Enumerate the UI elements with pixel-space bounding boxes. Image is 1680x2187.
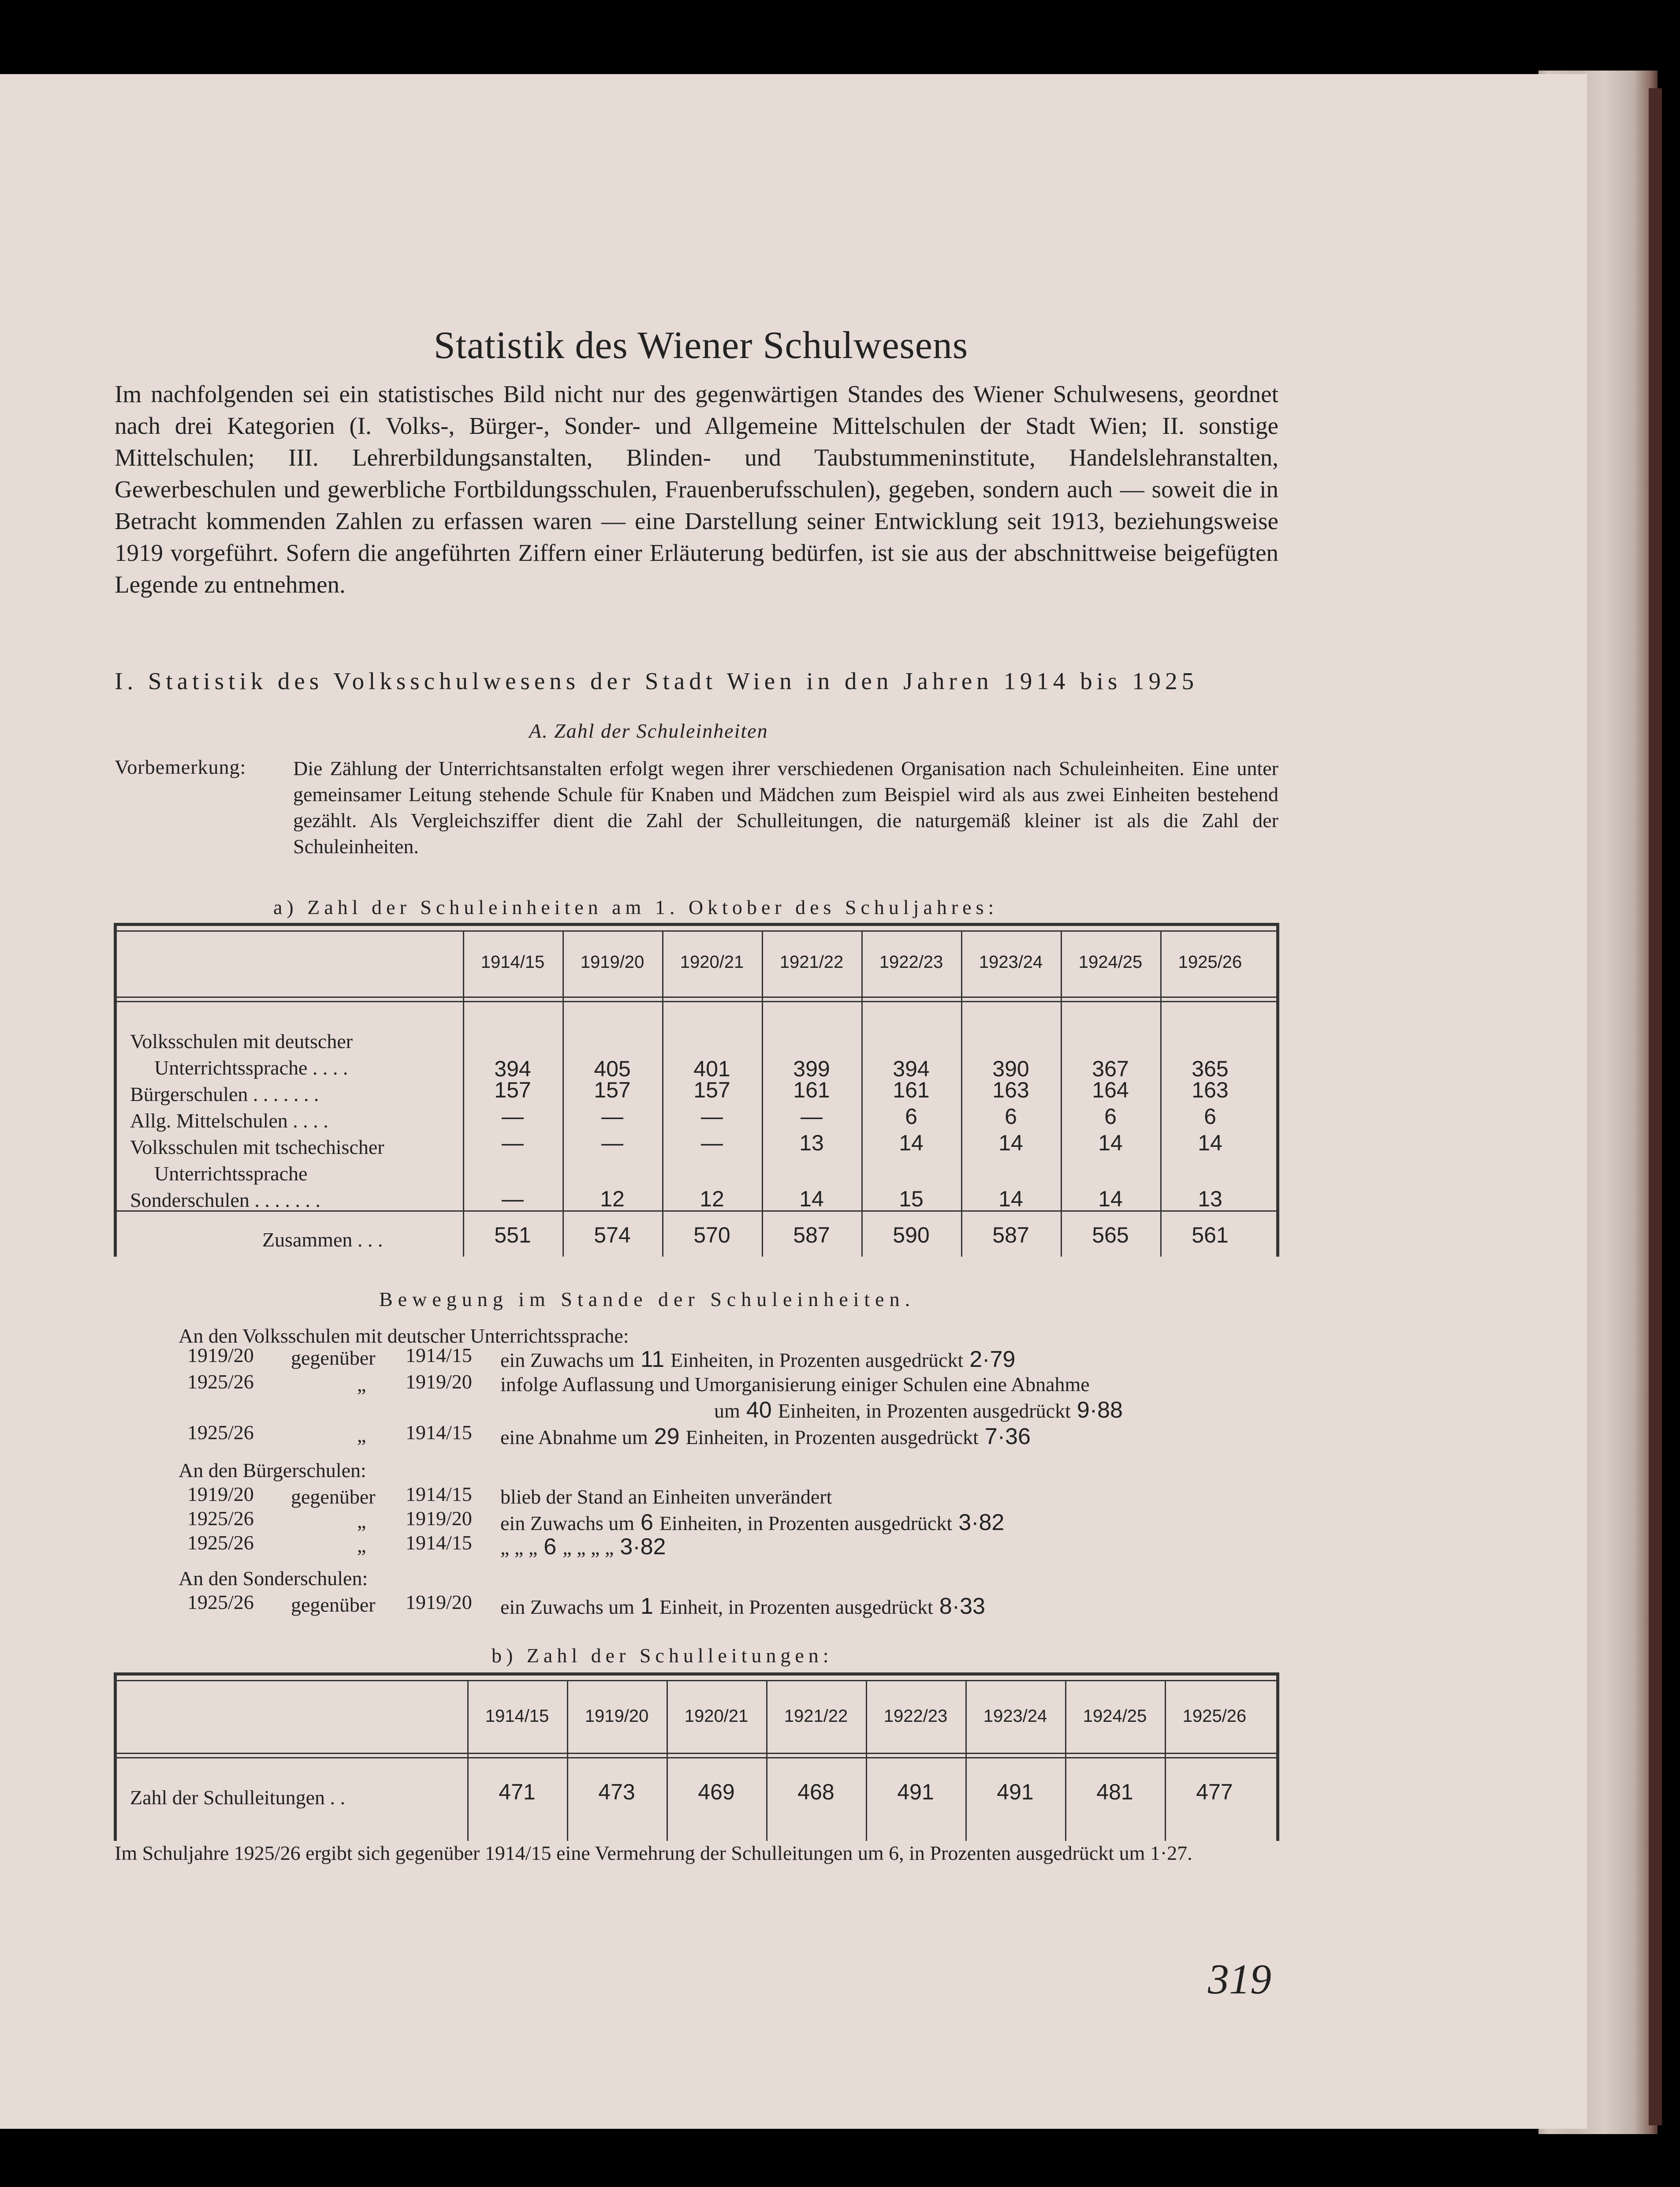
school-administrations-table: [114, 1672, 1279, 1841]
table-cell: 14: [899, 1131, 924, 1155]
header-rule: [117, 1753, 1276, 1754]
movement-text: [500, 1485, 838, 1508]
year-from: 1919/20: [187, 1344, 254, 1366]
movement-group-heading: An den Bürgerschulen:: [179, 1459, 366, 1482]
table-cell: 390: [992, 1056, 1029, 1081]
row-label: Unterrichtssprache . . . .: [154, 1056, 348, 1079]
year-header: 1914/15: [485, 1706, 549, 1726]
movement-text: [500, 1423, 1037, 1450]
movement-text: blieb der Stand an Einheiten unverändert: [500, 1485, 832, 1508]
table-cell: 157: [693, 1078, 730, 1102]
table-cell: 14: [1198, 1131, 1222, 1155]
header-rule: [117, 1001, 1276, 1002]
total-cell: 551: [494, 1223, 531, 1247]
table-cell: 405: [594, 1056, 631, 1081]
section-heading: I. Statistik des Volksschulwesens der Stadt Wien in den Jahren 1914 bis 1925: [115, 668, 1199, 694]
movement-pct: 9·88: [1077, 1397, 1123, 1423]
connector: „: [357, 1534, 366, 1556]
table-cell: 15: [899, 1187, 924, 1211]
table-cell: 161: [793, 1078, 830, 1102]
year-from: 1925/26: [187, 1591, 254, 1613]
table-cell: 399: [793, 1056, 830, 1081]
year-from: 1925/26: [187, 1507, 254, 1530]
connector: gegenüber: [291, 1594, 376, 1616]
connector: gegenüber: [291, 1347, 376, 1369]
movement-rest: Einheiten, in Prozenten ausgedrückt: [671, 1349, 964, 1371]
movement-num: 6: [641, 1510, 653, 1535]
table-cell: 157: [594, 1078, 631, 1102]
year-header: 1925/26: [1178, 952, 1242, 972]
movement-text: [500, 1346, 1021, 1373]
subsection-heading: A. Zahl der Schuleinheiten: [529, 720, 768, 742]
connector: „: [357, 1424, 366, 1446]
movement-text: „ „ „: [500, 1536, 538, 1559]
table-cell: 161: [893, 1078, 930, 1102]
movement-group-heading: An den Volksschulen mit deutscher Unterrichtssprache:: [179, 1325, 629, 1347]
book-page: [0, 74, 1587, 2129]
table-cell: 6: [1005, 1104, 1017, 1129]
movement-num: 6: [544, 1534, 557, 1560]
table-cell: 14: [799, 1187, 824, 1211]
preliminary-note-label: Vorbemerkung:: [115, 756, 246, 778]
column-divider: [766, 1680, 767, 1841]
year-to: 1919/20: [406, 1507, 472, 1530]
movement-text: um: [714, 1400, 740, 1422]
movement-text: ein Zuwachs um: [500, 1596, 635, 1618]
table-cell: 14: [1098, 1131, 1123, 1155]
column-divider: [567, 1680, 568, 1841]
table-cell: 6: [1204, 1104, 1216, 1129]
table-cell: 13: [799, 1131, 824, 1155]
movement-text: eine Abnahme um: [500, 1426, 648, 1448]
year-to: 1914/15: [406, 1344, 472, 1366]
table-cell: —: [601, 1104, 623, 1129]
total-label: Zusammen . . .: [262, 1228, 383, 1251]
movement-pct: 3·82: [620, 1534, 666, 1560]
table-cell: 394: [893, 1056, 930, 1081]
movement-text: infolge Auflassung und Umorganisierung einiger Schulen eine Abnahme: [500, 1373, 1090, 1396]
school-units-table: [114, 923, 1279, 1257]
table-cell: —: [701, 1131, 723, 1155]
table-cell: 163: [992, 1078, 1029, 1102]
column-divider: [667, 1680, 668, 1841]
year-header: 1919/20: [585, 1706, 649, 1726]
year-header: 1920/21: [680, 952, 744, 972]
book-cover-edge: [1649, 88, 1662, 2125]
year-header: 1914/15: [481, 952, 545, 972]
movement-rest: Einheiten, in Prozenten ausgedrückt: [659, 1512, 953, 1534]
table-cell: 6: [905, 1104, 917, 1129]
movement-rest: Einheit, in Prozenten ausgedrückt: [659, 1596, 933, 1618]
movement-text: ein Zuwachs um: [500, 1512, 635, 1534]
table-cell: 14: [998, 1187, 1023, 1211]
year-to: 1914/15: [406, 1421, 472, 1444]
column-divider: [467, 1680, 469, 1841]
table-cell: 468: [797, 1780, 834, 1804]
intro-paragraph: Im nachfolgenden sei ein statistisches Bild nicht nur des gegenwärtigen Standes des Wiener Schulwesens, geordnet nach drei Kategorien (I. Volks-, Bürger-, Sonder- und Allgemeine Mittelschulen der Stadt Wien; II. sonstige Mittelschulen; III. Lehrerbildungsanstalten, Blinden- und Taubstummeninstitute, Handelslehranstalten, Gewerbeschulen und gewerbliche Fortbildungsschulen, Frauenberufsschulen), gegeben, sondern auch — soweit die in Betracht kommenden Zahlen zu erfassen waren — eine Darstellung seiner Entwicklung seit 1913, beziehungsweise 1919 vorgeführt. Sofern die angeführten Ziffern einer Erläuterung bedürfen, ist sie aus der abschnittweise beigefügten Legende zu entnehmen.: [115, 381, 1278, 598]
table-cell: —: [502, 1104, 524, 1129]
movement-group-heading: An den Sonderschulen:: [179, 1567, 368, 1590]
table-cell: 12: [700, 1187, 724, 1211]
total-cell: 574: [594, 1223, 631, 1247]
year-header: 1923/24: [983, 1706, 1047, 1726]
movement-heading: Bewegung im Stande der Schuleinheiten.: [379, 1288, 916, 1310]
table-b-caption: b) Zahl der Schulleitungen:: [492, 1644, 833, 1667]
table-cell: 163: [1192, 1078, 1229, 1102]
movement-num: 1: [641, 1594, 653, 1619]
movement-pct: 7·36: [984, 1424, 1031, 1449]
total-cell: 565: [1092, 1223, 1129, 1247]
movement-text: [500, 1593, 991, 1620]
row-label: Volksschulen mit tschechischer: [130, 1136, 384, 1158]
page-title: Statistik des Wiener Schulwesens: [433, 324, 969, 367]
year-header: 1923/24: [979, 952, 1043, 972]
year-header: 1924/25: [1078, 952, 1143, 972]
year-header: 1922/23: [879, 952, 943, 972]
movement-num: 40: [746, 1397, 772, 1423]
movement-pct: 8·33: [939, 1594, 985, 1619]
total-cell: 587: [793, 1223, 830, 1247]
year-header: 1922/23: [883, 1706, 948, 1726]
year-from: 1925/26: [187, 1370, 254, 1393]
movement-text: [714, 1397, 1129, 1423]
table-cell: —: [502, 1131, 524, 1155]
table-cell: 367: [1092, 1056, 1129, 1081]
table-cell: —: [801, 1104, 823, 1129]
year-to: 1919/20: [406, 1591, 472, 1613]
row-label: Allg. Mittelschulen . . . .: [130, 1109, 328, 1132]
table-cell: 471: [499, 1780, 536, 1804]
header-rule: [117, 1757, 1276, 1758]
year-header: 1924/25: [1083, 1706, 1147, 1726]
footnote-paragraph: Im Schuljahre 1925/26 ergibt sich gegenüber 1914/15 eine Vermehrung der Schulleitungen um 6, in Prozenten ausgedrückt um 1·27.: [115, 1842, 1192, 1864]
column-divider: [965, 1680, 967, 1841]
table-cell: 13: [1198, 1187, 1222, 1211]
table-cell: 401: [693, 1056, 730, 1081]
movement-text: [500, 1509, 1010, 1536]
connector: „: [357, 1373, 366, 1396]
row-label: Volksschulen mit deutscher: [130, 1030, 353, 1052]
column-divider: [866, 1680, 867, 1841]
year-header: 1921/22: [784, 1706, 848, 1726]
row-label: Unterrichtssprache: [154, 1162, 308, 1185]
row-label: Sonderschulen . . . . . . .: [130, 1189, 320, 1211]
movement-rest: „ „ „ „: [562, 1536, 614, 1559]
movement-rest: Einheiten, in Prozenten ausgedrückt: [685, 1426, 979, 1448]
year-from: 1925/26: [187, 1421, 254, 1444]
movement-num: 29: [654, 1424, 680, 1449]
year-header: 1925/26: [1182, 1706, 1247, 1726]
table-cell: 164: [1092, 1078, 1129, 1102]
page-number: 319: [1208, 1956, 1271, 2003]
table-cell: 365: [1192, 1056, 1229, 1081]
total-cell: 587: [992, 1223, 1029, 1247]
table-cell: 477: [1196, 1780, 1233, 1804]
total-cell: 570: [693, 1223, 730, 1247]
year-header: 1919/20: [580, 952, 644, 972]
movement-num: 11: [641, 1347, 665, 1372]
year-header: 1920/21: [684, 1706, 749, 1726]
table-cell: —: [502, 1187, 524, 1211]
table-cell: 491: [897, 1780, 934, 1804]
movement-text: [500, 1534, 672, 1560]
row-label: Zahl der Schulleitungen . .: [130, 1786, 345, 1809]
table-cell: 12: [600, 1187, 625, 1211]
table-cell: 491: [997, 1780, 1034, 1804]
table-cell: 481: [1096, 1780, 1133, 1804]
movement-text: [500, 1373, 1096, 1396]
year-to: 1914/15: [406, 1531, 472, 1554]
year-from: 1919/20: [187, 1483, 254, 1505]
table-cell: 473: [598, 1780, 635, 1804]
table-cell: 469: [698, 1780, 735, 1804]
year-from: 1925/26: [187, 1531, 254, 1554]
preliminary-note-text: Die Zählung der Unterrichtsanstalten erfolgt wegen ihrer verschiedenen Organisation nach Schuleinheiten. Eine unter gemeinsamer Leitung stehende Schule für Knaben und Mädchen zum Beispiel wird als aus zwei Einheiten bestehend gezählt. Als Vergleichsziffer dient die Zahl der Schulleitungen, die naturgemäß kleiner ist als die Zahl der Schuleinheiten.: [293, 757, 1278, 858]
table-cell: —: [701, 1104, 723, 1129]
movement-pct: 2·79: [969, 1347, 1016, 1372]
table-cell: 14: [998, 1131, 1023, 1155]
movement-rest: Einheiten, in Prozenten ausgedrückt: [778, 1400, 1071, 1422]
total-cell: 590: [893, 1223, 930, 1247]
header-rule: [117, 996, 1276, 998]
year-to: 1914/15: [406, 1483, 472, 1505]
connector: gegenüber: [291, 1485, 376, 1508]
column-divider: [1065, 1680, 1066, 1841]
column-divider: [1165, 1680, 1166, 1841]
movement-pct: 3·82: [958, 1510, 1005, 1535]
table-a-caption: a) Zahl der Schuleinheiten am 1. Oktober des Schuljahres:: [273, 896, 998, 918]
year-to: 1919/20: [406, 1370, 472, 1393]
row-label: Bürgerschulen . . . . . . .: [130, 1083, 319, 1105]
year-header: 1921/22: [779, 952, 844, 972]
table-cell: 157: [494, 1078, 531, 1102]
movement-text: ein Zuwachs um: [500, 1349, 635, 1371]
connector: „: [357, 1510, 366, 1532]
table-cell: 14: [1098, 1187, 1123, 1211]
table-cell: —: [601, 1131, 623, 1155]
table-cell: 394: [494, 1056, 531, 1081]
total-cell: 561: [1192, 1223, 1229, 1247]
table-cell: 6: [1104, 1104, 1117, 1129]
